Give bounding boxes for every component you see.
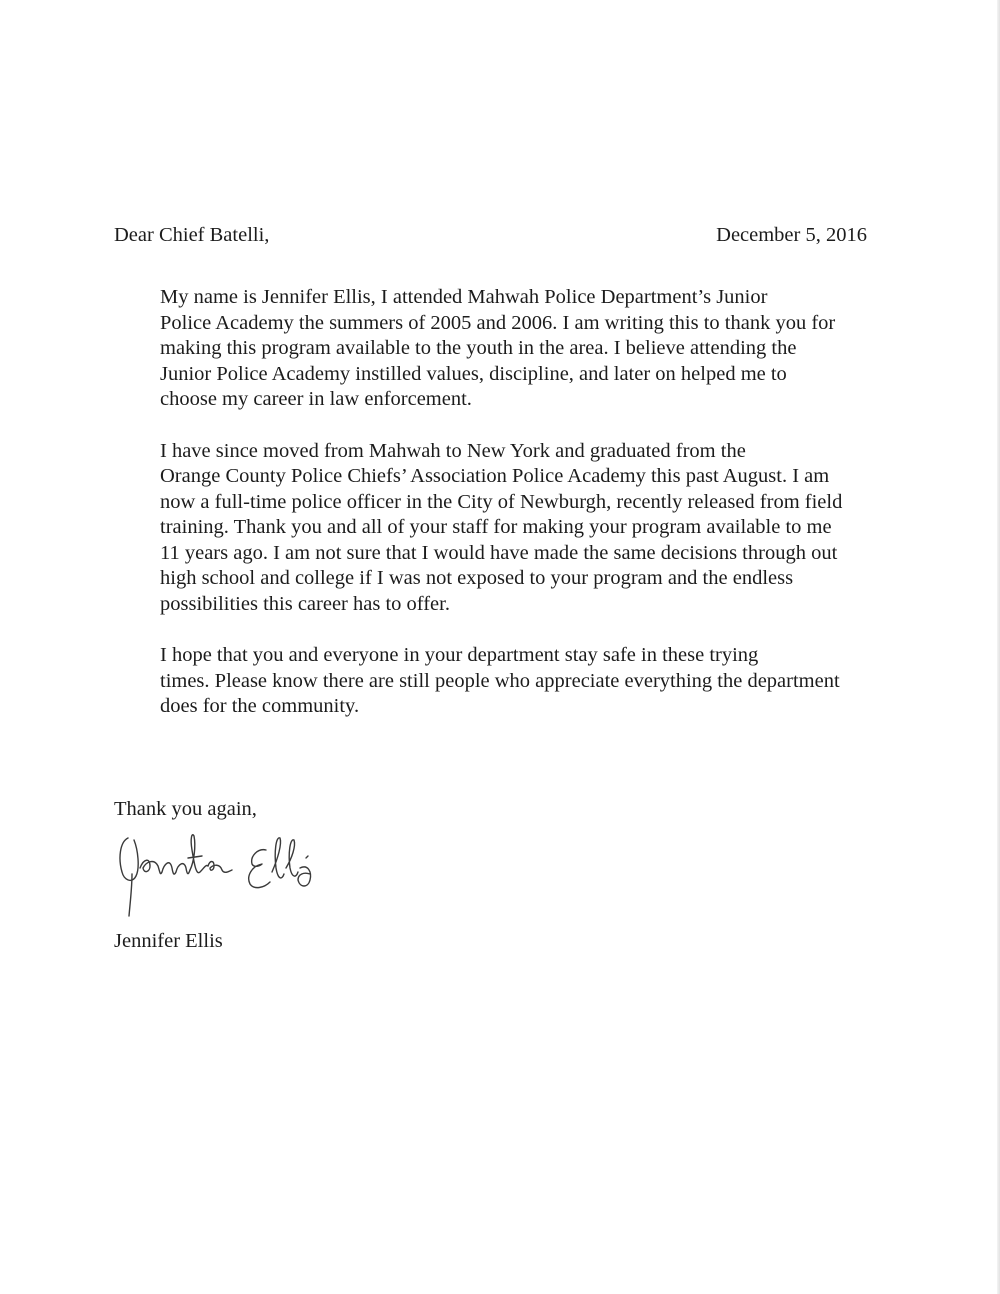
body-line: Police Academy the summers of 2005 and 2006. I am writing this to thank you for [160,311,836,334]
body-line: high school and college if I was not exposed to your program and the endless [160,567,794,589]
paragraph-1 [114,285,884,413]
paragraph-3 [114,643,884,720]
closing-line: Thank you again, [114,798,257,820]
letter-date: December 5, 2016 [716,224,867,246]
body-line: now a full-time police officer in the City of Newburgh, recently released from field [160,490,843,513]
body-line: Orange County Police Chiefs’ Association Police Academy this past August. I am [160,465,830,487]
letter-body [114,285,884,746]
body-line: making this program available to the youth in the area. I believe attending the [160,337,797,359]
body-line: I hope that you and everyone in your department stay safe in these trying [160,644,759,666]
body-line: times. Please know there are still people who appreciate everything the department [160,669,840,692]
body-line: 11 years ago. I am not sure that I would have made the same decisions through out [160,541,838,564]
body-line: My name is Jennifer Ellis, I attended Mahwah Police Department’s Junior [160,286,768,308]
body-line: does for the community. [160,695,360,717]
body-line: choose my career in law enforcement. [160,388,472,410]
body-line: I have since moved from Mahwah to New York and graduated from the [160,439,746,462]
body-line: Junior Police Academy instilled values, discipline, and later on helped me to [160,362,787,385]
body-line: possibilities this career has to offer. [160,592,450,615]
body-line: training. Thank you and all of your staff for making your program available to me [160,516,832,538]
printed-name: Jennifer Ellis [114,930,223,952]
handwritten-signature [110,828,330,918]
paragraph-2 [114,439,884,618]
salutation: Dear Chief Batelli, [114,224,270,246]
